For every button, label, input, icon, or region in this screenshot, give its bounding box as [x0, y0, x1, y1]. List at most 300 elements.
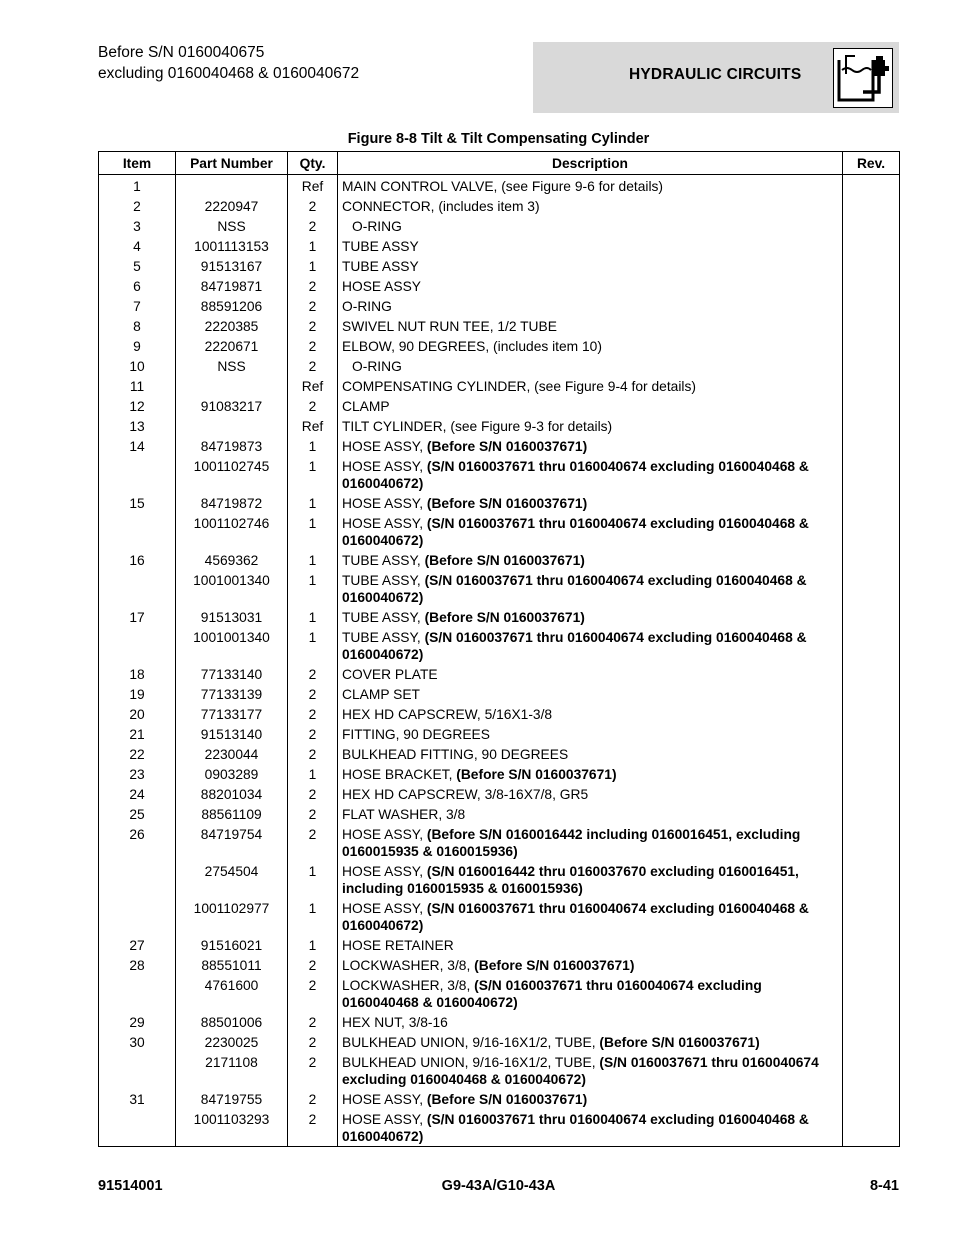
item-cell: 17 — [99, 607, 176, 627]
part-number-cell: 4761600 — [176, 975, 288, 1012]
description-cell — [338, 1012, 843, 1032]
rev-cell — [843, 216, 900, 236]
item-cell: 12 — [99, 396, 176, 416]
column-header-rev: Rev. — [843, 152, 900, 175]
header-line-1: Before S/N 0160040675 — [98, 44, 265, 61]
part-number-cell: 1001113153 — [176, 236, 288, 256]
rev-cell — [843, 607, 900, 627]
serial-range-text: (S/N 0160037671 thru 0160040674 excluding 0160040468 & 0160040672) — [342, 516, 809, 548]
qty-cell: 2 — [288, 196, 338, 216]
column-header-description: Description — [338, 152, 843, 175]
qty-cell: 2 — [288, 784, 338, 804]
qty-cell: 2 — [288, 684, 338, 704]
rev-cell — [843, 975, 900, 1012]
table-row — [99, 784, 900, 804]
item-cell: 15 — [99, 493, 176, 513]
part-number-cell: 91513140 — [176, 724, 288, 744]
qty-cell: 1 — [288, 764, 338, 784]
qty-cell: 2 — [288, 356, 338, 376]
rev-cell — [843, 493, 900, 513]
description-text: HOSE ASSY, — [342, 439, 427, 454]
table-row — [99, 804, 900, 824]
description-cell — [338, 436, 843, 456]
part-number-cell: 0903289 — [176, 764, 288, 784]
part-number-cell: 88591206 — [176, 296, 288, 316]
serial-range-text: (Before S/N 0160037671) — [474, 958, 635, 973]
qty-cell: 2 — [288, 744, 338, 764]
table-header-row — [99, 152, 900, 175]
description-cell — [338, 724, 843, 744]
description-cell — [338, 276, 843, 296]
description-text: TUBE ASSY, — [342, 573, 425, 588]
description-text: O-RING — [352, 219, 402, 234]
description-cell — [338, 744, 843, 764]
description-text: TUBE ASSY — [342, 259, 419, 274]
rev-cell — [843, 764, 900, 784]
part-number-cell: 84719873 — [176, 436, 288, 456]
part-number-cell: 88561109 — [176, 804, 288, 824]
description-text: HOSE ASSY — [342, 279, 421, 294]
description-text: HEX NUT, 3/8-16 — [342, 1015, 448, 1030]
item-cell — [99, 1052, 176, 1089]
serial-range-text: (Before S/N 0160016442 including 0160016451, excluding 0160015935 & 0160015936) — [342, 827, 801, 859]
part-number-cell: 91516021 — [176, 935, 288, 955]
description-text: O-RING — [352, 359, 402, 374]
description-text: SWIVEL NUT RUN TEE, 1/2 TUBE — [342, 319, 557, 334]
section-title: HYDRAULIC CIRCUITS — [629, 66, 802, 83]
table-row — [99, 975, 900, 1012]
qty-cell: Ref — [288, 175, 338, 197]
table-row — [99, 898, 900, 935]
item-cell — [99, 975, 176, 1012]
qty-cell: 1 — [288, 607, 338, 627]
rev-cell — [843, 196, 900, 216]
qty-cell: 2 — [288, 724, 338, 744]
description-cell — [338, 570, 843, 607]
description-cell — [338, 216, 843, 236]
header-line-2: excluding 0160040468 & 0160040672 — [98, 65, 360, 82]
qty-cell: Ref — [288, 416, 338, 436]
table-row — [99, 416, 900, 436]
rev-cell — [843, 456, 900, 493]
table-row — [99, 861, 900, 898]
table-row — [99, 627, 900, 664]
part-number-cell: 1001102977 — [176, 898, 288, 935]
rev-cell — [843, 296, 900, 316]
column-header-part-number: Part Number — [176, 152, 288, 175]
description-cell — [338, 376, 843, 396]
table-row — [99, 236, 900, 256]
figure-title: Figure 8-8 Tilt & Tilt Compensating Cylinder — [347, 131, 650, 147]
part-number-cell: 2220671 — [176, 336, 288, 356]
part-number-cell: NSS — [176, 356, 288, 376]
serial-range-text: (S/N 0160037671 thru 0160040674 excluding 0160040468 & 0160040672) — [342, 901, 809, 933]
rev-cell — [843, 684, 900, 704]
table-row — [99, 764, 900, 784]
description-cell — [338, 396, 843, 416]
table-row — [99, 336, 900, 356]
description-cell — [338, 175, 843, 197]
description-cell — [338, 1109, 843, 1147]
part-number-cell: 2220385 — [176, 316, 288, 336]
part-number-cell: 88501006 — [176, 1012, 288, 1032]
table-row — [99, 296, 900, 316]
table-row — [99, 1012, 900, 1032]
description-text: MAIN CONTROL VALVE, (see Figure 9-6 for details) — [342, 179, 663, 194]
item-cell — [99, 513, 176, 550]
item-cell: 25 — [99, 804, 176, 824]
rev-cell — [843, 356, 900, 376]
item-cell: 29 — [99, 1012, 176, 1032]
qty-cell: 2 — [288, 336, 338, 356]
item-cell: 10 — [99, 356, 176, 376]
qty-cell: 1 — [288, 436, 338, 456]
description-text: TUBE ASSY, — [342, 630, 425, 645]
description-cell — [338, 955, 843, 975]
qty-cell: Ref — [288, 376, 338, 396]
rev-cell — [843, 935, 900, 955]
rev-cell — [843, 236, 900, 256]
footer-page-number: 8-41 — [869, 1178, 899, 1194]
description-cell — [338, 784, 843, 804]
qty-cell: 2 — [288, 316, 338, 336]
qty-cell: 2 — [288, 296, 338, 316]
qty-cell: 1 — [288, 256, 338, 276]
description-text: BULKHEAD FITTING, 90 DEGREES — [342, 747, 569, 762]
item-cell: 5 — [99, 256, 176, 276]
description-text: HEX HD CAPSCREW, 3/8-16X7/8, GR5 — [342, 787, 589, 802]
part-number-cell: 91513167 — [176, 256, 288, 276]
rev-cell — [843, 1109, 900, 1147]
table-row — [99, 276, 900, 296]
item-cell — [99, 627, 176, 664]
serial-range-text: (S/N 0160037671 thru 0160040674 excluding 0160040468 & 0160040672) — [342, 630, 807, 662]
qty-cell: 1 — [288, 627, 338, 664]
part-number-cell: 84719754 — [176, 824, 288, 861]
table-row — [99, 256, 900, 276]
table-row — [99, 216, 900, 236]
description-text: HOSE ASSY, — [342, 827, 427, 842]
table-row — [99, 1089, 900, 1109]
qty-cell: 1 — [288, 898, 338, 935]
rev-cell — [843, 824, 900, 861]
rev-cell — [843, 898, 900, 935]
serial-range-text: (Before S/N 0160037671) — [424, 553, 585, 568]
part-number-cell: 1001102745 — [176, 456, 288, 493]
table-row — [99, 550, 900, 570]
description-cell — [338, 975, 843, 1012]
item-cell: 26 — [99, 824, 176, 861]
table-row — [99, 493, 900, 513]
description-text: HOSE ASSY, — [342, 1092, 427, 1107]
table-row — [99, 1052, 900, 1089]
description-cell — [338, 861, 843, 898]
serial-range-text: (S/N 0160037671 thru 0160040674 excluding 0160040468 & 0160040672) — [342, 978, 762, 1010]
description-text: HOSE ASSY, — [342, 459, 427, 474]
rev-cell — [843, 1032, 900, 1052]
part-number-cell: 88551011 — [176, 955, 288, 975]
description-cell — [338, 684, 843, 704]
description-text: CLAMP — [342, 399, 390, 414]
qty-cell: 1 — [288, 570, 338, 607]
rev-cell — [843, 784, 900, 804]
rev-cell — [843, 664, 900, 684]
description-cell — [338, 1089, 843, 1109]
qty-cell: 2 — [288, 1012, 338, 1032]
parts-table-body — [99, 175, 900, 1147]
item-cell: 14 — [99, 436, 176, 456]
description-cell — [338, 824, 843, 861]
qty-cell: 2 — [288, 1089, 338, 1109]
rev-cell — [843, 376, 900, 396]
table-row — [99, 396, 900, 416]
description-cell — [338, 256, 843, 276]
description-cell — [338, 627, 843, 664]
serial-range-text: (S/N 0160037671 thru 0160040674 excluding 0160040468 & 0160040672) — [342, 1055, 819, 1087]
description-cell — [338, 296, 843, 316]
item-cell: 22 — [99, 744, 176, 764]
rev-cell — [843, 627, 900, 664]
item-cell: 7 — [99, 296, 176, 316]
description-cell — [338, 804, 843, 824]
rev-cell — [843, 955, 900, 975]
description-text: HOSE ASSY, — [342, 516, 427, 531]
part-number-cell: 84719871 — [176, 276, 288, 296]
item-cell: 6 — [99, 276, 176, 296]
table-row — [99, 1109, 900, 1147]
table-row — [99, 684, 900, 704]
rev-cell — [843, 416, 900, 436]
item-cell: 8 — [99, 316, 176, 336]
table-row — [99, 376, 900, 396]
part-number-cell: 4569362 — [176, 550, 288, 570]
rev-cell — [843, 744, 900, 764]
item-cell: 16 — [99, 550, 176, 570]
serial-range-text: (Before S/N 0160037671) — [426, 439, 588, 454]
description-text: HOSE ASSY, — [342, 496, 427, 511]
description-cell — [338, 898, 843, 935]
description-text: HOSE ASSY, — [342, 864, 427, 879]
table-row — [99, 456, 900, 493]
table-row — [99, 316, 900, 336]
part-number-cell: 2220947 — [176, 196, 288, 216]
table-row — [99, 436, 900, 456]
rev-cell — [843, 1089, 900, 1109]
rev-cell — [843, 1012, 900, 1032]
part-number-cell: 1001103293 — [176, 1109, 288, 1147]
table-row — [99, 955, 900, 975]
part-number-cell — [176, 175, 288, 197]
qty-cell: 1 — [288, 935, 338, 955]
table-row — [99, 935, 900, 955]
description-text: CONNECTOR, (includes item 3) — [342, 199, 540, 214]
rev-cell — [843, 550, 900, 570]
description-cell — [338, 550, 843, 570]
part-number-cell: 2230044 — [176, 744, 288, 764]
footer-document-number: 91514001 — [98, 1178, 163, 1194]
item-cell: 11 — [99, 376, 176, 396]
part-number-cell: 2230025 — [176, 1032, 288, 1052]
description-cell — [338, 1052, 843, 1089]
part-number-cell: 77133139 — [176, 684, 288, 704]
rev-cell — [843, 316, 900, 336]
serial-range-text: (Before S/N 0160037671) — [456, 767, 617, 782]
item-cell: 31 — [99, 1089, 176, 1109]
table-row — [99, 664, 900, 684]
item-cell: 27 — [99, 935, 176, 955]
part-number-cell: 2754504 — [176, 861, 288, 898]
qty-cell: 1 — [288, 550, 338, 570]
table-row — [99, 724, 900, 744]
footer-model: G9-43A/G10-43A — [441, 1178, 556, 1194]
part-number-cell: 91083217 — [176, 396, 288, 416]
description-text: FITTING, 90 DEGREES — [342, 727, 490, 742]
serial-range-text: (S/N 0160016442 thru 0160037670 excluding 0160016451, including 0160015935 & 0160015936) — [342, 864, 799, 896]
serial-range-text: (Before S/N 0160037671) — [424, 610, 585, 625]
description-cell — [338, 704, 843, 724]
description-cell — [338, 196, 843, 216]
description-text: TUBE ASSY — [342, 239, 419, 254]
section-header-box — [533, 42, 899, 113]
description-cell — [338, 236, 843, 256]
description-text: BULKHEAD UNION, 9/16-16X1/2, TUBE, — [342, 1055, 600, 1070]
item-cell: 1 — [99, 175, 176, 197]
item-cell: 4 — [99, 236, 176, 256]
description-text: FLAT WASHER, 3/8 — [342, 807, 466, 822]
rev-cell — [843, 175, 900, 197]
description-text: LOCKWASHER, 3/8, — [342, 978, 475, 993]
serial-range-text: (S/N 0160037671 thru 0160040674 excluding 0160040468 & 0160040672) — [342, 459, 809, 491]
qty-cell: 1 — [288, 493, 338, 513]
item-cell: 20 — [99, 704, 176, 724]
description-text: LOCKWASHER, 3/8, — [342, 958, 475, 973]
qty-cell: 1 — [288, 236, 338, 256]
description-text: HEX HD CAPSCREW, 5/16X1-3/8 — [342, 707, 553, 722]
description-text: HOSE ASSY, — [342, 1112, 427, 1127]
description-cell — [338, 1032, 843, 1052]
part-number-cell: 77133177 — [176, 704, 288, 724]
description-text: COVER PLATE — [342, 667, 438, 682]
serial-range-text: (Before S/N 0160037671) — [599, 1035, 760, 1050]
description-text: CLAMP SET — [342, 687, 420, 702]
qty-cell: 2 — [288, 1032, 338, 1052]
rev-cell — [843, 396, 900, 416]
description-text: TILT CYLINDER, (see Figure 9-3 for details) — [342, 419, 613, 434]
description-cell — [338, 316, 843, 336]
description-text: HOSE BRACKET, — [342, 767, 457, 782]
part-number-cell: 84719872 — [176, 493, 288, 513]
description-cell — [338, 664, 843, 684]
item-cell: 28 — [99, 955, 176, 975]
item-cell: 19 — [99, 684, 176, 704]
rev-cell — [843, 1052, 900, 1089]
table-row — [99, 607, 900, 627]
description-cell — [338, 493, 843, 513]
description-cell — [338, 456, 843, 493]
header-serial-info — [98, 42, 359, 84]
description-text: HOSE ASSY, — [342, 901, 427, 916]
rev-cell — [843, 861, 900, 898]
description-text: O-RING — [342, 299, 392, 314]
item-cell — [99, 861, 176, 898]
serial-range-text: (Before S/N 0160037671) — [426, 496, 588, 511]
rev-cell — [843, 804, 900, 824]
part-number-cell: 2171108 — [176, 1052, 288, 1089]
description-cell — [338, 416, 843, 436]
qty-cell: 1 — [288, 456, 338, 493]
qty-cell: 2 — [288, 804, 338, 824]
qty-cell: 2 — [288, 216, 338, 236]
rev-cell — [843, 724, 900, 744]
description-text: HOSE RETAINER — [342, 938, 454, 953]
qty-cell: 2 — [288, 1109, 338, 1147]
part-number-cell: 77133140 — [176, 664, 288, 684]
description-cell — [338, 356, 843, 376]
rev-cell — [843, 436, 900, 456]
description-text: BULKHEAD UNION, 9/16-16X1/2, TUBE, — [342, 1035, 600, 1050]
rev-cell — [843, 513, 900, 550]
part-number-cell: 1001001340 — [176, 570, 288, 607]
table-row — [99, 196, 900, 216]
item-cell: 18 — [99, 664, 176, 684]
table-row — [99, 744, 900, 764]
item-cell: 2 — [99, 196, 176, 216]
description-text: ELBOW, 90 DEGREES, (includes item 10) — [342, 339, 602, 354]
description-cell — [338, 336, 843, 356]
description-cell — [338, 513, 843, 550]
rev-cell — [843, 570, 900, 607]
column-header-item: Item — [99, 152, 176, 175]
part-number-cell — [176, 416, 288, 436]
item-cell: 21 — [99, 724, 176, 744]
qty-cell: 2 — [288, 276, 338, 296]
part-number-cell: 84719755 — [176, 1089, 288, 1109]
table-row — [99, 704, 900, 724]
qty-cell: 2 — [288, 396, 338, 416]
table-row — [99, 513, 900, 550]
rev-cell — [843, 704, 900, 724]
item-cell: 23 — [99, 764, 176, 784]
item-cell: 9 — [99, 336, 176, 356]
qty-cell: 2 — [288, 955, 338, 975]
item-cell: 24 — [99, 784, 176, 804]
item-cell: 3 — [99, 216, 176, 236]
table-row — [99, 356, 900, 376]
table-row — [99, 1032, 900, 1052]
parts-table — [98, 151, 900, 1147]
rev-cell — [843, 336, 900, 356]
description-cell — [338, 764, 843, 784]
description-cell — [338, 607, 843, 627]
item-cell — [99, 570, 176, 607]
serial-range-text: (S/N 0160037671 thru 0160040674 excluding 0160040468 & 0160040672) — [342, 1112, 809, 1144]
description-text: TUBE ASSY, — [342, 610, 425, 625]
item-cell: 30 — [99, 1032, 176, 1052]
qty-cell: 2 — [288, 704, 338, 724]
part-number-cell: 88201034 — [176, 784, 288, 804]
part-number-cell: 91513031 — [176, 607, 288, 627]
column-header-qty: Qty. — [288, 152, 338, 175]
qty-cell: 2 — [288, 664, 338, 684]
part-number-cell: 1001102746 — [176, 513, 288, 550]
table-row — [99, 824, 900, 861]
qty-cell: 1 — [288, 861, 338, 898]
item-cell — [99, 898, 176, 935]
serial-range-text: (S/N 0160037671 thru 0160040674 excluding 0160040468 & 0160040672) — [342, 573, 807, 605]
rev-cell — [843, 256, 900, 276]
item-cell — [99, 1109, 176, 1147]
rev-cell — [843, 276, 900, 296]
